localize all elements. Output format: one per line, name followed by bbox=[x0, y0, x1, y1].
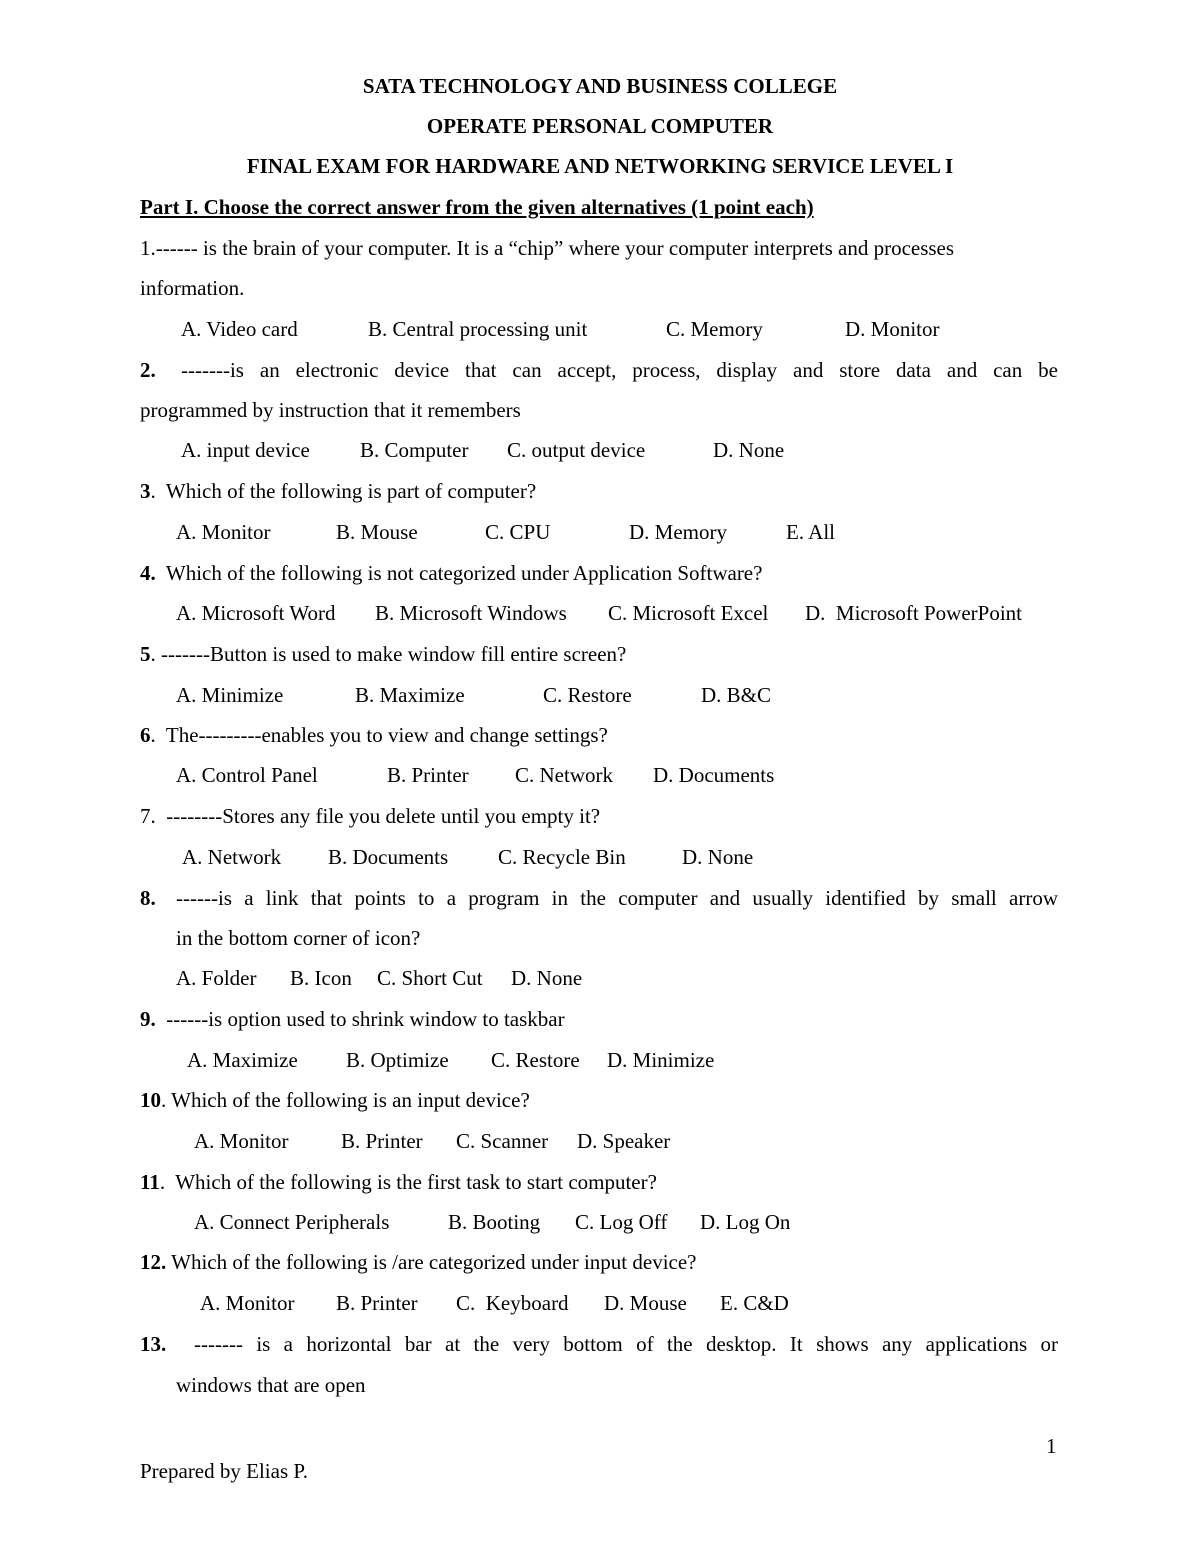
option-10b: B. Printer bbox=[341, 1129, 423, 1153]
question-number: 1. bbox=[140, 236, 156, 260]
question-7 bbox=[140, 803, 600, 829]
question-9 bbox=[140, 1006, 565, 1032]
option-12b: B. Printer bbox=[336, 1291, 418, 1315]
question-text: --------Stores any file you delete until you empty it? bbox=[166, 804, 601, 828]
question-number: 12. bbox=[140, 1250, 167, 1274]
course-title: OPERATE PERSONAL COMPUTER bbox=[426, 114, 774, 138]
question-text: The---------enables you to view and change settings? bbox=[165, 723, 608, 747]
question-text: Which of the following is the first task to start computer? bbox=[175, 1170, 657, 1194]
option-2c: C. output device bbox=[507, 438, 646, 462]
question-text: Which of the following is not categorized under Application Software? bbox=[165, 561, 763, 585]
question-text: . -------Button is used to make window fill entire screen? bbox=[150, 642, 627, 666]
question-12 bbox=[140, 1249, 697, 1275]
option-3a: A. Monitor bbox=[176, 520, 271, 544]
option-2b: B. Computer bbox=[360, 438, 469, 462]
option-9d: D. Minimize bbox=[607, 1048, 715, 1072]
option-3e: E. All bbox=[786, 520, 836, 544]
question-10 bbox=[140, 1087, 530, 1113]
question-separator: . bbox=[150, 723, 156, 747]
page-number: 1 bbox=[1046, 1434, 1057, 1458]
question-4 bbox=[140, 560, 762, 586]
question-2-text: -------is an electronic device that can accept, process, display and store data and can be bbox=[181, 358, 1058, 382]
option-6b: B. Printer bbox=[387, 763, 469, 787]
option-5d: D. B&C bbox=[701, 683, 772, 707]
option-12c: C. Keyboard bbox=[456, 1291, 569, 1315]
option-3b: B. Mouse bbox=[336, 520, 418, 544]
question-5 bbox=[140, 641, 626, 667]
option-8d: D. None bbox=[511, 966, 583, 990]
option-8b: B. Icon bbox=[290, 966, 352, 990]
option-12d: D. Mouse bbox=[604, 1291, 687, 1315]
question-11 bbox=[140, 1169, 657, 1195]
option-7d: D. None bbox=[682, 845, 754, 869]
question-6 bbox=[140, 722, 608, 748]
option-5a: A. Minimize bbox=[176, 683, 284, 707]
option-11a: A. Connect Peripherals bbox=[194, 1210, 390, 1234]
question-number: 10 bbox=[140, 1088, 161, 1112]
option-7a: A. Network bbox=[182, 845, 282, 869]
question-text: ------ is the brain of your computer. It is a “chip” where your computer interprets and processes bbox=[155, 236, 955, 260]
option-9c: C. Restore bbox=[491, 1048, 580, 1072]
question-1 bbox=[140, 235, 954, 261]
question-13-text: ------- is a horizontal bar at the very bottom of the desktop. It shows any applications or bbox=[194, 1332, 1058, 1356]
question-number: 6 bbox=[140, 723, 151, 747]
option-10a: A. Monitor bbox=[194, 1129, 289, 1153]
exam-title: FINAL EXAM FOR HARDWARE AND NETWORKING SERVICE LEVEL I bbox=[246, 154, 954, 178]
question-number: 7. bbox=[140, 804, 156, 828]
option-4d: D. Microsoft PowerPoint bbox=[805, 601, 1022, 625]
option-7b: B. Documents bbox=[328, 845, 449, 869]
question-text: Which of the following is /are categorized under input device? bbox=[171, 1250, 697, 1274]
question-13-continuation: windows that are open bbox=[176, 1373, 366, 1397]
question-number: 4. bbox=[140, 561, 156, 585]
question-separator: . bbox=[159, 1170, 166, 1194]
option-12e: E. C&D bbox=[720, 1291, 789, 1315]
option-6c: C. Network bbox=[515, 763, 613, 787]
option-10c: C. Scanner bbox=[456, 1129, 549, 1153]
option-1a: A. Video card bbox=[181, 317, 298, 341]
option-4c: C. Microsoft Excel bbox=[608, 601, 769, 625]
option-10d: D. Speaker bbox=[577, 1129, 671, 1153]
option-11d: D. Log On bbox=[700, 1210, 791, 1234]
option-1b: B. Central processing unit bbox=[368, 317, 588, 341]
college-title: SATA TECHNOLOGY AND BUSINESS COLLEGE bbox=[362, 74, 838, 98]
option-4a: A. Microsoft Word bbox=[176, 601, 336, 625]
question-8-text: ------is a link that points to a program in the computer and usually identified by small arrow bbox=[176, 886, 1058, 910]
question-13-number: 13. bbox=[140, 1332, 167, 1356]
option-6a: A. Control Panel bbox=[176, 763, 318, 787]
option-1d: D. Monitor bbox=[845, 317, 940, 341]
question-2-number: 2. bbox=[140, 358, 156, 382]
option-5b: B. Maximize bbox=[355, 683, 465, 707]
option-11b: B. Booting bbox=[448, 1210, 541, 1234]
question-number: 11 bbox=[140, 1170, 160, 1194]
option-8a: A. Folder bbox=[176, 966, 257, 990]
option-12a: A. Monitor bbox=[200, 1291, 295, 1315]
option-2d: D. None bbox=[713, 438, 785, 462]
option-9a: A. Maximize bbox=[187, 1048, 298, 1072]
question-3 bbox=[140, 478, 536, 504]
option-1c: C. Memory bbox=[666, 317, 763, 341]
prepared-by: Prepared by Elias P. bbox=[140, 1459, 308, 1483]
question-8-continuation: in the bottom corner of icon? bbox=[176, 926, 421, 950]
question-number: 3 bbox=[140, 479, 151, 503]
option-2a: A. input device bbox=[181, 438, 310, 462]
option-7c: C. Recycle Bin bbox=[498, 845, 626, 869]
option-9b: B. Optimize bbox=[346, 1048, 449, 1072]
part1-instruction: Part I. Choose the correct answer from the given alternatives (1 point each) bbox=[140, 195, 814, 219]
option-11c: C. Log Off bbox=[575, 1210, 668, 1234]
question-number: 5 bbox=[140, 642, 151, 666]
option-3c: C. CPU bbox=[485, 520, 551, 544]
question-separator: . bbox=[150, 479, 156, 503]
option-8c: C. Short Cut bbox=[377, 966, 483, 990]
question-2-continuation: programmed by instruction that it remembers bbox=[140, 398, 521, 422]
option-6d: D. Documents bbox=[653, 763, 775, 787]
question-text: ------is option used to shrink window to taskbar bbox=[166, 1007, 565, 1031]
question-8-number: 8. bbox=[140, 886, 156, 910]
question-text: . Which of the following is an input device? bbox=[161, 1088, 530, 1112]
option-4b: B. Microsoft Windows bbox=[375, 601, 567, 625]
question-text: Which of the following is part of computer? bbox=[165, 479, 537, 503]
question-1-continuation: information. bbox=[140, 276, 245, 300]
option-3d: D. Memory bbox=[629, 520, 727, 544]
option-5c: C. Restore bbox=[543, 683, 632, 707]
question-number: 9. bbox=[140, 1007, 156, 1031]
